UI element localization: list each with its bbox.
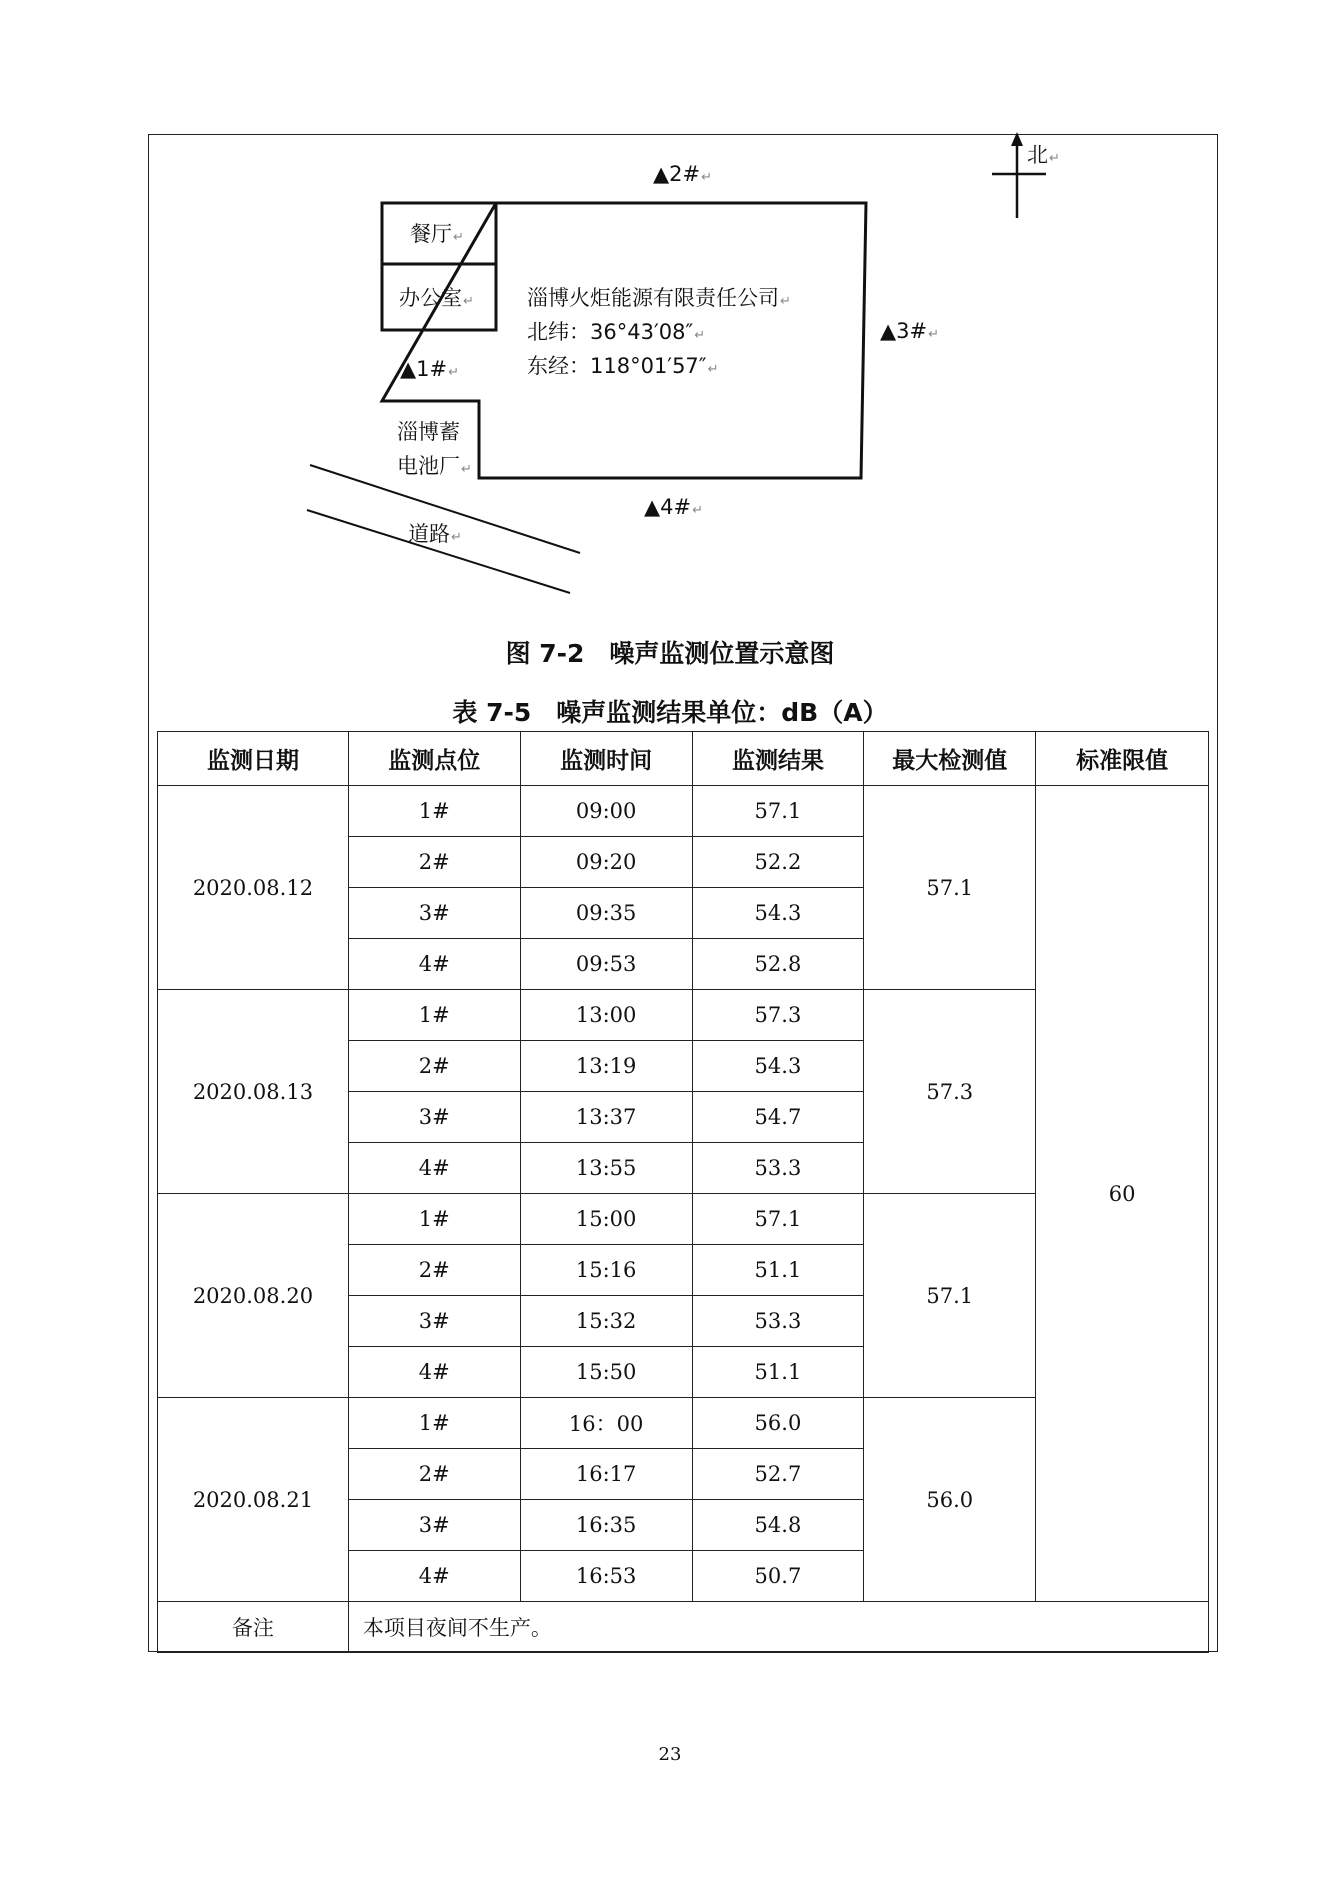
date-cell: 2020.08.12	[158, 786, 349, 990]
result-cell: 52.2	[692, 837, 864, 888]
company-longitude: 东经：118°01′57″↵	[527, 354, 719, 378]
time-cell: 15:00	[520, 1194, 692, 1245]
header-time: 监测时间	[520, 732, 692, 786]
point-cell: 1#	[348, 1194, 520, 1245]
max-cell: 57.1	[864, 1194, 1036, 1398]
header-limit: 标准限值	[1036, 732, 1209, 786]
max-cell: 57.3	[864, 990, 1036, 1194]
table-row	[158, 786, 1209, 837]
point-cell: 3#	[348, 888, 520, 939]
time-cell: 15:16	[520, 1245, 692, 1296]
time-cell: 16：00	[520, 1398, 692, 1449]
point-cell: 1#	[348, 990, 520, 1041]
header-max: 最大检测值	[864, 732, 1036, 786]
max-cell: 57.1	[864, 786, 1036, 990]
result-cell: 57.1	[692, 786, 864, 837]
header-point: 监测点位	[348, 732, 520, 786]
point-cell: 2#	[348, 1041, 520, 1092]
result-cell: 53.3	[692, 1296, 864, 1347]
point-cell: 4#	[348, 939, 520, 990]
result-cell: 51.1	[692, 1347, 864, 1398]
table-header-row	[158, 732, 1209, 786]
standard-limit-cell: 60	[1036, 786, 1209, 1602]
time-cell: 16:17	[520, 1449, 692, 1500]
office-label: 办公室↵	[399, 286, 474, 310]
result-cell: 53.3	[692, 1143, 864, 1194]
point-cell: 2#	[348, 837, 520, 888]
date-cell: 2020.08.21	[158, 1398, 349, 1602]
compass-north-label: 北↵	[1027, 143, 1060, 167]
point-cell: 1#	[348, 1398, 520, 1449]
neighbor-factory-label-line2: 电池厂↵	[397, 454, 472, 478]
point-cell: 4#	[348, 1143, 520, 1194]
monitoring-location-diagram	[0, 0, 1340, 640]
road-label: 道路↵	[408, 522, 462, 546]
noise-results-table	[157, 731, 1209, 1653]
time-cell: 16:53	[520, 1551, 692, 1602]
max-cell: 56.0	[864, 1398, 1036, 1602]
header-date: 监测日期	[158, 732, 349, 786]
result-cell: 54.3	[692, 888, 864, 939]
result-cell: 50.7	[692, 1551, 864, 1602]
time-cell: 15:50	[520, 1347, 692, 1398]
point-cell: 3#	[348, 1296, 520, 1347]
result-cell: 56.0	[692, 1398, 864, 1449]
time-cell: 15:32	[520, 1296, 692, 1347]
time-cell: 09:00	[520, 786, 692, 837]
point-cell: 2#	[348, 1449, 520, 1500]
result-cell: 52.7	[692, 1449, 864, 1500]
header-result: 监测结果	[692, 732, 864, 786]
time-cell: 09:53	[520, 939, 692, 990]
result-cell: 57.3	[692, 990, 864, 1041]
table-caption: 表 7-5 噪声监测结果单位：dB（A）	[452, 698, 888, 727]
compass-arrow-head	[1011, 132, 1023, 146]
point-cell: 3#	[348, 1092, 520, 1143]
result-cell: 52.8	[692, 939, 864, 990]
point-cell: 4#	[348, 1347, 520, 1398]
date-cell: 2020.08.13	[158, 990, 349, 1194]
monitoring-point-2: ▲2#↵	[653, 162, 713, 186]
point-cell: 2#	[348, 1245, 520, 1296]
time-cell: 16:35	[520, 1500, 692, 1551]
note-row	[158, 1602, 1209, 1653]
time-cell: 13:55	[520, 1143, 692, 1194]
figure-caption: 图 7-2 噪声监测位置示意图	[505, 639, 835, 668]
point-cell: 4#	[348, 1551, 520, 1602]
result-cell: 54.7	[692, 1092, 864, 1143]
monitoring-point-1: ▲1#↵	[400, 357, 460, 381]
result-cell: 57.1	[692, 1194, 864, 1245]
time-cell: 13:19	[520, 1041, 692, 1092]
note-text: 本项目夜间不生产。	[348, 1602, 1208, 1653]
neighbor-factory-label-line1: 淄博蓄	[397, 420, 460, 444]
page-number: 23	[658, 1744, 682, 1765]
time-cell: 13:00	[520, 990, 692, 1041]
note-label: 备注	[158, 1602, 349, 1653]
time-cell: 09:20	[520, 837, 692, 888]
monitoring-point-4: ▲4#↵	[644, 495, 704, 519]
monitoring-point-3: ▲3#↵	[880, 319, 940, 343]
result-cell: 51.1	[692, 1245, 864, 1296]
date-cell: 2020.08.20	[158, 1194, 349, 1398]
result-cell: 54.8	[692, 1500, 864, 1551]
point-cell: 3#	[348, 1500, 520, 1551]
result-cell: 54.3	[692, 1041, 864, 1092]
company-latitude: 北纬：36°43′08″↵	[527, 320, 706, 344]
company-name: 淄博火炬能源有限责任公司↵	[527, 286, 791, 310]
point-cell: 1#	[348, 786, 520, 837]
time-cell: 13:37	[520, 1092, 692, 1143]
time-cell: 09:35	[520, 888, 692, 939]
canteen-label: 餐厅↵	[410, 222, 464, 246]
